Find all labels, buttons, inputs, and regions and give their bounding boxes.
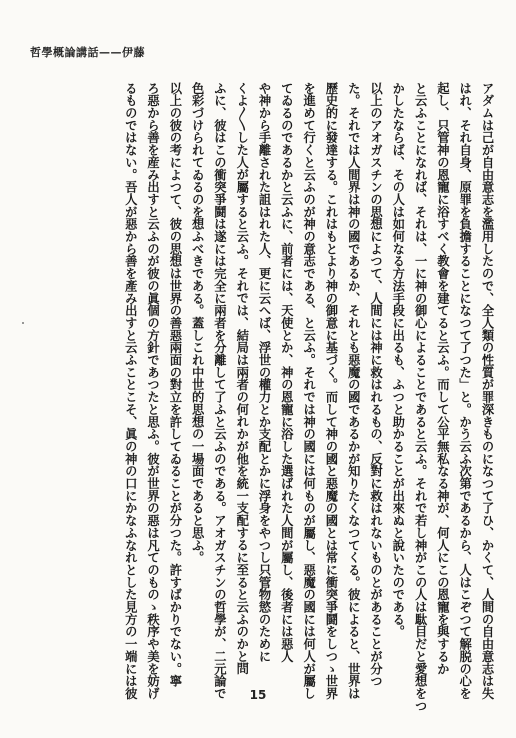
text-line: てゐるのであるかと云ふに、前者には、天使とか、神の恩寵に浴した選ばれた人間が屬し、後者には惡人 [279, 82, 295, 663]
text-line: くよ〳〵した人が屬すると云ふ。それでは、結局は兩者の何れかが他を統一支配するに至ると云ふのかと問 [234, 82, 250, 675]
text-line: 色彩づけられてゐるのを想ふべきである。蓋しこれ中世的思想の一場面であると思ふ。 [190, 82, 206, 564]
text-line: るものではない。吾人が惡から善を產み出すと云ふことこそ、眞の神の口にかなふなれとした見方の一端には彼 [123, 82, 139, 700]
text-line: はれ、それ自身、原罪を負擔することになつて了つた」と。かう云ふ次第であるから、人はこぞつて解脱の心を [457, 82, 473, 700]
page-number: 15 [249, 688, 267, 702]
text-line: 以上の彼の考によつて、彼の思想は世界の善惡兩面の對立を許してゐることが分つた。許すばかりでない。寧 [167, 82, 183, 688]
text-line: 歷史的に發達する。これはもとより神の御意に基づく。而して神の國と惡魔の國とは常に衝突爭鬪をしつゝ世界 [323, 82, 339, 700]
text-line: た。それでは人間界は神の國であるか、それとも惡魔の國であるかが知りたくなつてくる。彼によると、世界は [346, 82, 362, 700]
text-line: を進めて行くと云ふのが神の意志である、と云ふ。それでは神の國には何ものが屬し、惡魔の國には何人が屬し [301, 82, 317, 700]
text-line: アダムは己が自由意志を濫用したので、全人類の性質が罪深きものになつて了ひ、かくて、人間の自由意志は失 [480, 82, 495, 700]
text-line: かしたならば、その人は如何なる方法手段に出るも、ふつと助かることが出來ぬと說いたのである。 [390, 82, 406, 638]
text-line: や神から手離された詛はれた人、更に云へば、浮世の權力とか支配とかに浮身をやつし只管物慾のために [257, 82, 273, 663]
text-line: ろ惡から善を産み出すと云ふのが彼の眞個の方針であつたと思ふ。彼が世界の惡は凡てのものゝ秩序や美を妨げ [145, 82, 161, 700]
paper-speck [22, 322, 24, 324]
text-line: 起し、只管神の恩寵に浴すべく教會を建てると云ふ。而して公平無私なる神が、何人にこの恩寵を與するか [435, 82, 451, 675]
text-line: ふに、彼はこの衝突爭鬪は遂には完全に兩者を分離して了ふと云ふのである。アオガスチンの哲學が、二元論で [212, 82, 228, 700]
text-line: 以上のアオガスチンの思想によつて、人間には神に救はれるもの、反對に救はれないものとがあることが分つ [368, 82, 384, 688]
running-header: 哲學概論講話——伊藤 [30, 46, 145, 59]
text-line: と云ふことになれば、それは、一に神の御心によることであると云ふ。それで若し神がこの人は駄目だと愛想をつ [413, 82, 429, 712]
